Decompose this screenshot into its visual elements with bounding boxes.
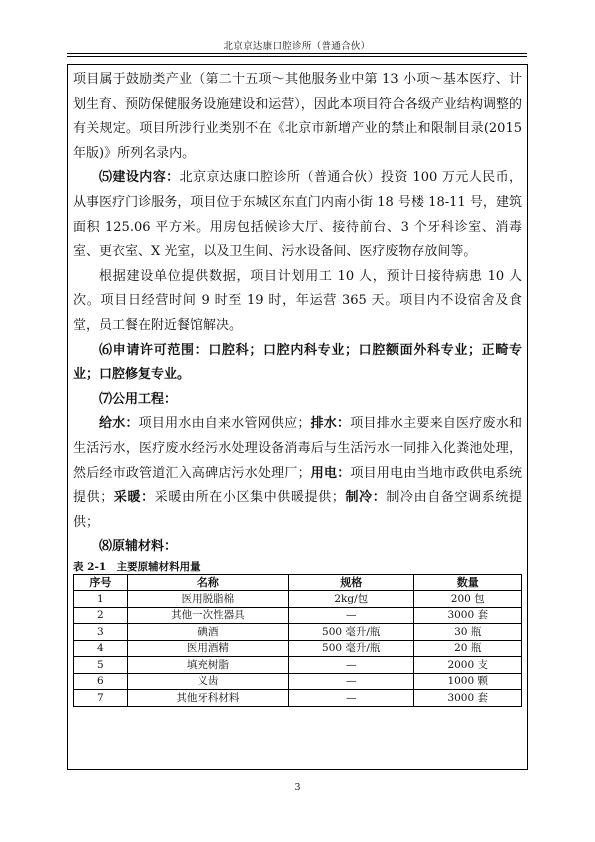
cell-index: 3: [74, 624, 128, 641]
materials-table: [73, 574, 522, 707]
cell-index: 4: [74, 640, 128, 657]
cell-spec: 2kg/包: [289, 591, 414, 608]
utilities-heading: ⑺公用工程：: [99, 391, 178, 407]
cell-spec: —: [289, 607, 414, 624]
header-spec: 规格: [289, 574, 414, 591]
cell-index: 2: [74, 607, 128, 624]
heating-text: 采暖由所在小区集中供暖提供；: [154, 490, 345, 506]
cooling-label: 制冷：: [344, 490, 387, 506]
water-supply-text: 项目用水由自来水管网供应；: [138, 416, 311, 432]
drainage-text: 项目排水主要来自医疗废水和生活污水，医疗废水经污水处理设备消毒后与生活污水一同排入化粪池处理，然后经市政管道汇入高碑店污水处理厂；: [73, 416, 522, 481]
construction-content-label: ⑸建设内容：: [99, 170, 180, 186]
table-title: 表 2-1 主要原辅材料用量: [73, 560, 201, 573]
utilities-paragraph: [73, 412, 522, 535]
industry-policy-paragraph: 项目属于鼓励类产业（第二十五项～其他服务业中第 13 小项～基本医疗、计划生育、预防保健服务设施建设和运营），因此本项目符合各级产业结构调整的有关规定。项目所涉行业类别不在《北京市新增产业的禁止和限制目录(2015 年版)》所列名录内。: [73, 72, 522, 161]
power-text: 项目用电由当地市政供电系统提供；: [73, 465, 522, 506]
cell-name: 医用酒精: [127, 640, 288, 657]
water-supply-label: 给水：: [99, 416, 139, 432]
cell-quantity: 1000 颗: [414, 673, 522, 690]
materials-heading: ⑻原辅材料：: [99, 539, 178, 555]
header-rule-thin: [67, 56, 527, 57]
page-header: 北京京达康口腔诊所（普通合伙）: [223, 41, 371, 52]
header-quantity: 数量: [414, 574, 522, 591]
cell-index: 6: [74, 673, 128, 690]
table-row: [74, 624, 522, 641]
cell-quantity: 20 瓶: [414, 640, 522, 657]
cell-name: 填充树脂: [127, 657, 288, 674]
cell-quantity: 3000 套: [414, 690, 522, 707]
table-row: [74, 640, 522, 657]
header-index: 序号: [74, 574, 128, 591]
cell-spec: —: [289, 690, 414, 707]
table-row: [74, 607, 522, 624]
document-body: [73, 68, 522, 707]
table-row: [74, 657, 522, 674]
power-label: 用电：: [310, 465, 351, 481]
cell-name: 其他一次性器具: [127, 607, 288, 624]
cell-name: 义齿: [127, 673, 288, 690]
cell-spec: 500 毫升/瓶: [289, 640, 414, 657]
cell-quantity: 30 瓶: [414, 624, 522, 641]
page-number: 3: [294, 782, 301, 793]
cell-name: 碘酒: [127, 624, 288, 641]
cell-name: 医用脱脂棉: [127, 591, 288, 608]
cooling-text: 制冷由自备空调系统提供；: [73, 490, 522, 530]
table-row: [74, 591, 522, 608]
drainage-label: 排水：: [310, 416, 351, 432]
table-row: [74, 690, 522, 707]
header-rule: [67, 53, 527, 54]
table-header-row: [74, 574, 522, 591]
cell-quantity: 200 包: [414, 591, 522, 608]
cell-spec: —: [289, 673, 414, 690]
license-scope-paragraph: ⑹申请许可范围：口腔科；口腔内科专业；口腔额面外科专业；正畸专业；口腔修复专业。: [73, 342, 522, 383]
table-row: [74, 673, 522, 690]
cell-name: 其他牙科材料: [127, 690, 288, 707]
cell-index: 1: [74, 591, 128, 608]
cell-quantity: 3000 套: [414, 607, 522, 624]
cell-index: 7: [74, 690, 128, 707]
heating-label: 采暖：: [113, 490, 155, 506]
staffing-paragraph: 根据建设单位提供数据，项目计划用工 10 人，预计日接待病患 10 人次。项目日经营时间 9 时至 19 时，年运营 365 天。项目内不设宿舍及食堂，员工餐在附近餐馆解决。: [73, 268, 522, 333]
cell-index: 5: [74, 657, 128, 674]
cell-spec: 500 毫升/瓶: [289, 624, 414, 641]
header-name: 名称: [127, 574, 288, 591]
construction-content-text: 北京京达康口腔诊所（普通合伙）投资 100 万元人民币，从事医疗门诊服务，项目位于东城区东直门内南小街 18 号楼 18-11 号，建筑面积 125.06 平方米。用房包括候诊大厅、接待前台、3 个牙科诊室、消毒室、更衣室、X 光室，以及卫生间、污水设备间、医疗废物存放间等。: [73, 170, 522, 260]
cell-quantity: 2000 支: [414, 657, 522, 674]
cell-spec: —: [289, 657, 414, 674]
construction-content-paragraph: [73, 166, 522, 264]
